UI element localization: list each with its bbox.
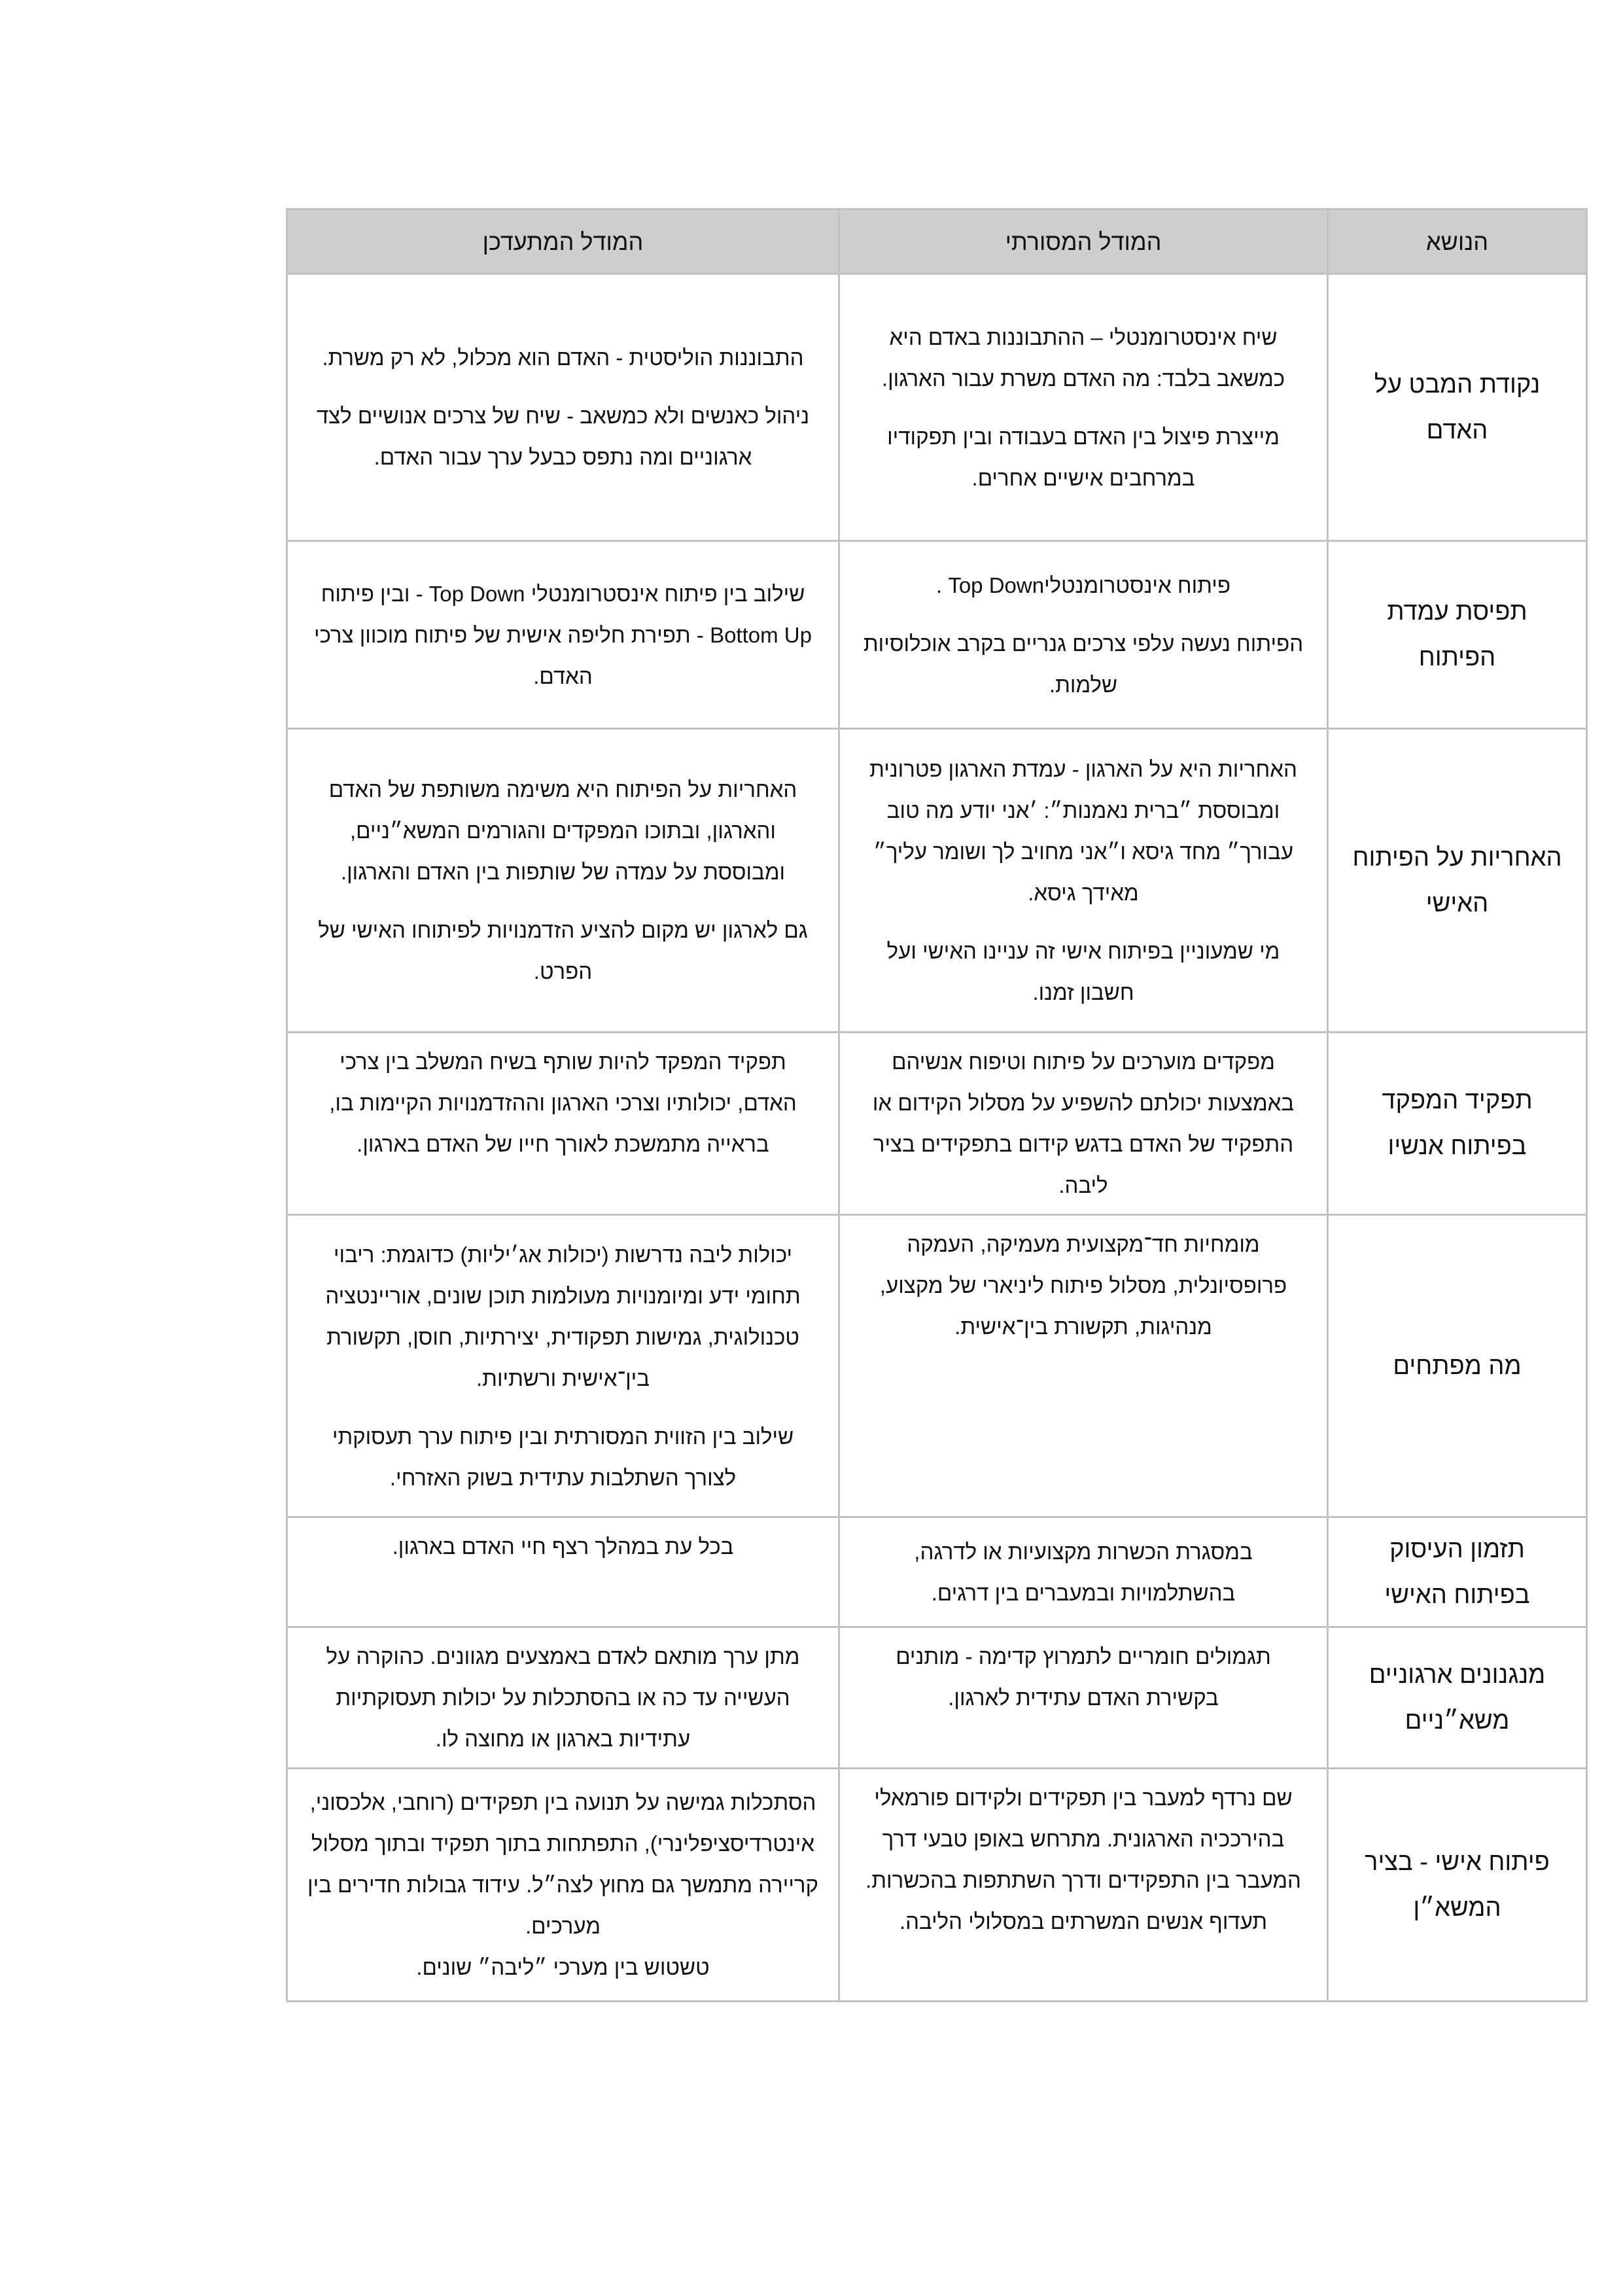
header-traditional-model: המודל המסורתי	[839, 209, 1328, 274]
table-row	[287, 1769, 1587, 2002]
traditional-paragraph: מי שמעוניין בפיתוח אישי זה עניינו האישי ועל חשבון זמנו.	[886, 938, 1280, 1004]
traditional-paragraph: שיח אינסטרומנטלי – ההתבוננות באדם היא כמשאב בלבד: מה האדם משרת עבור הארגון.	[881, 325, 1285, 391]
updated-paragraph: שילוב בין פיתוח אינסטרומנטלי Top Down - ובין פיתוח Bottom Up - תפירת חליפה אישית של פיתוח מוכוון צרכי האדם.	[314, 581, 812, 688]
traditional-cell	[839, 274, 1328, 541]
table-row	[287, 541, 1587, 729]
traditional-paragraph: מייצרת פיצול בין האדם בעבודה ובין תפקודיו במרחבים אישיים אחרים.	[887, 424, 1280, 490]
traditional-paragraph: פיתוח אינסטרומנטליTop Down .	[935, 573, 1231, 597]
updated-cell	[287, 1769, 839, 2002]
comparison-table	[286, 208, 1588, 2002]
updated-paragraph: האחריות על הפיתוח היא משימה משותפת של האדם והארגון, ובתוכו המפקדים והגורמים המשא״ניים, ומבוססת על עמדה של שותפות בין האדם והארגון.	[328, 777, 797, 884]
row-topic: תפקיד המפקד בפיתוח אנשיו	[1328, 1033, 1587, 1215]
traditional-cell	[839, 1033, 1328, 1215]
updated-cell	[287, 1627, 839, 1769]
updated-paragraph: גם לארגון יש מקום להציע הזדמנויות לפיתוחו האישי של הפרט.	[318, 918, 808, 983]
row-topic: מנגנונים ארגוניים משא״ניים	[1328, 1627, 1587, 1769]
row-topic: האחריות על הפיתוח האישי	[1328, 729, 1587, 1033]
table-row	[287, 729, 1587, 1033]
traditional-paragraph: שם נרדף למעבר בין תפקידים ולקידום פורמאלי בהירככיה הארגונית. מתרחש באופן טבעי דרך המעבר בין התפקידים ודרך השתתפות בהכשרות.	[865, 1786, 1301, 1892]
traditional-cell	[839, 1627, 1328, 1769]
traditional-paragraph: תגמולים חומריים לתמרוץ קדימה - מותנים בקשירת האדם עתידית לארגון.	[896, 1644, 1271, 1710]
updated-cell	[287, 274, 839, 541]
updated-cell	[287, 1033, 839, 1215]
updated-cell	[287, 541, 839, 729]
table-row	[287, 1627, 1587, 1769]
updated-paragraph: טשטוש בין מערכי ״ליבה״ שונים.	[416, 1955, 710, 1979]
updated-paragraph: בכל עת במהלך רצף חיי האדם בארגון.	[392, 1534, 734, 1559]
traditional-cell	[839, 541, 1328, 729]
updated-paragraph: הסתכלות גמישה על תנועה בין תפקידים (רוחבי, אלכסוני, אינטרדיסציפלינרי), התפתחות בתוך תפקיד ובתוך מסלול קריירה מתמשך גם מחוץ לצה״ל. עידוד גבולות חדירים בין מערכים.	[307, 1790, 818, 1938]
traditional-cell	[839, 1215, 1328, 1517]
row-topic: מה מפתחים	[1328, 1215, 1587, 1517]
traditional-cell	[839, 1769, 1328, 2002]
updated-paragraph: תפקיד המפקד להיות שותף בשיח המשלב בין צרכי האדם, יכולותיו וצרכי הארגון וההזדמנויות הקיימות בו, בראייה מתמשכת לאורך חייו של האדם בארגון.	[329, 1050, 797, 1156]
traditional-paragraph: הפיתוח נעשה עלפי צרכים גנריים בקרב אוכלוסיות שלמות.	[863, 631, 1304, 697]
updated-paragraph: מתן ערך מותאם לאדם באמצעים מגוונים. כהוקרה על העשייה עד כה או בהסתכלות על יכולות תעסוקתיות עתידיות בארגון או מחוצה לו.	[326, 1644, 800, 1751]
traditional-paragraph: מפקדים מוערכים על פיתוח וטיפוח אנשיהם באמצעות יכולתם להשפיע על מסלול הקידום או התפקיד של האדם בדגש קידום בתפקידים בציר ליבה.	[872, 1050, 1295, 1197]
traditional-cell	[839, 1517, 1328, 1627]
row-topic: תזמון העיסוק בפיתוח האישי	[1328, 1517, 1587, 1627]
row-topic: תפיסת עמדת הפיתוח	[1328, 541, 1587, 729]
header-topic: הנושא	[1328, 209, 1587, 274]
traditional-paragraph: האחריות היא על הארגון - עמדת הארגון פטרונית ומבוססת ״ברית נאמנות״: ׳אני יודע מה טוב עבורך״ מחד גיסא ו״אני מחויב לך ושומר עליך״ מאידך גיסא.	[869, 756, 1297, 905]
table-row	[287, 274, 1587, 541]
updated-cell	[287, 1215, 839, 1517]
updated-cell	[287, 1517, 839, 1627]
traditional-cell	[839, 729, 1328, 1033]
traditional-paragraph: במסגרת הכשרות מקצועיות או לדרגה, בהשתלמויות ובמעברים בין דרגים.	[914, 1539, 1253, 1605]
updated-paragraph: שילוב בין הזווית המסורתית ובין פיתוח ערך תעסוקתי לצורך השתלבות עתידית בשוק האזרחי.	[332, 1424, 794, 1490]
row-topic: פיתוח אישי - בציר המשא״ן	[1328, 1769, 1587, 2002]
table-row	[287, 1517, 1587, 1627]
updated-paragraph: יכולות ליבה נדרשות (יכולות אג׳יליות) כדוגמת: ריבוי תחומי ידע ומיומנויות מעולמות תוכן שונים, אוריינטציה טכנולוגית, גמישות תפקודית, יצירתיות, חוסן, תקשורת בין־אישית ורשתיות.	[325, 1242, 801, 1390]
header-updated-model: המודל המתעדכן	[287, 209, 839, 274]
row-topic: נקודת המבט על האדם	[1328, 274, 1587, 541]
header-row	[287, 209, 1587, 274]
updated-paragraph: התבוננות הוליסטית - האדם הוא מכלול, לא רק משרת.	[322, 345, 804, 370]
updated-cell	[287, 729, 839, 1033]
table-row	[287, 1033, 1587, 1215]
table-row	[287, 1215, 1587, 1517]
traditional-paragraph: מומחיות חד־מקצועית מעמיקה, העמקה פרופסיונלית, מסלול פיתוח ליניארי של מקצוע, מנהיגות, תקשורת בין־אישית.	[879, 1232, 1287, 1339]
traditional-paragraph: תעדוף אנשים המשרתים במסלולי הליבה.	[899, 1909, 1268, 1934]
updated-paragraph: ניהול כאנשים ולא כמשאב - שיח של צרכים אנושיים לצד ארגוניים ומה נתפס כבעל ערך עבור האדם.	[316, 404, 810, 469]
